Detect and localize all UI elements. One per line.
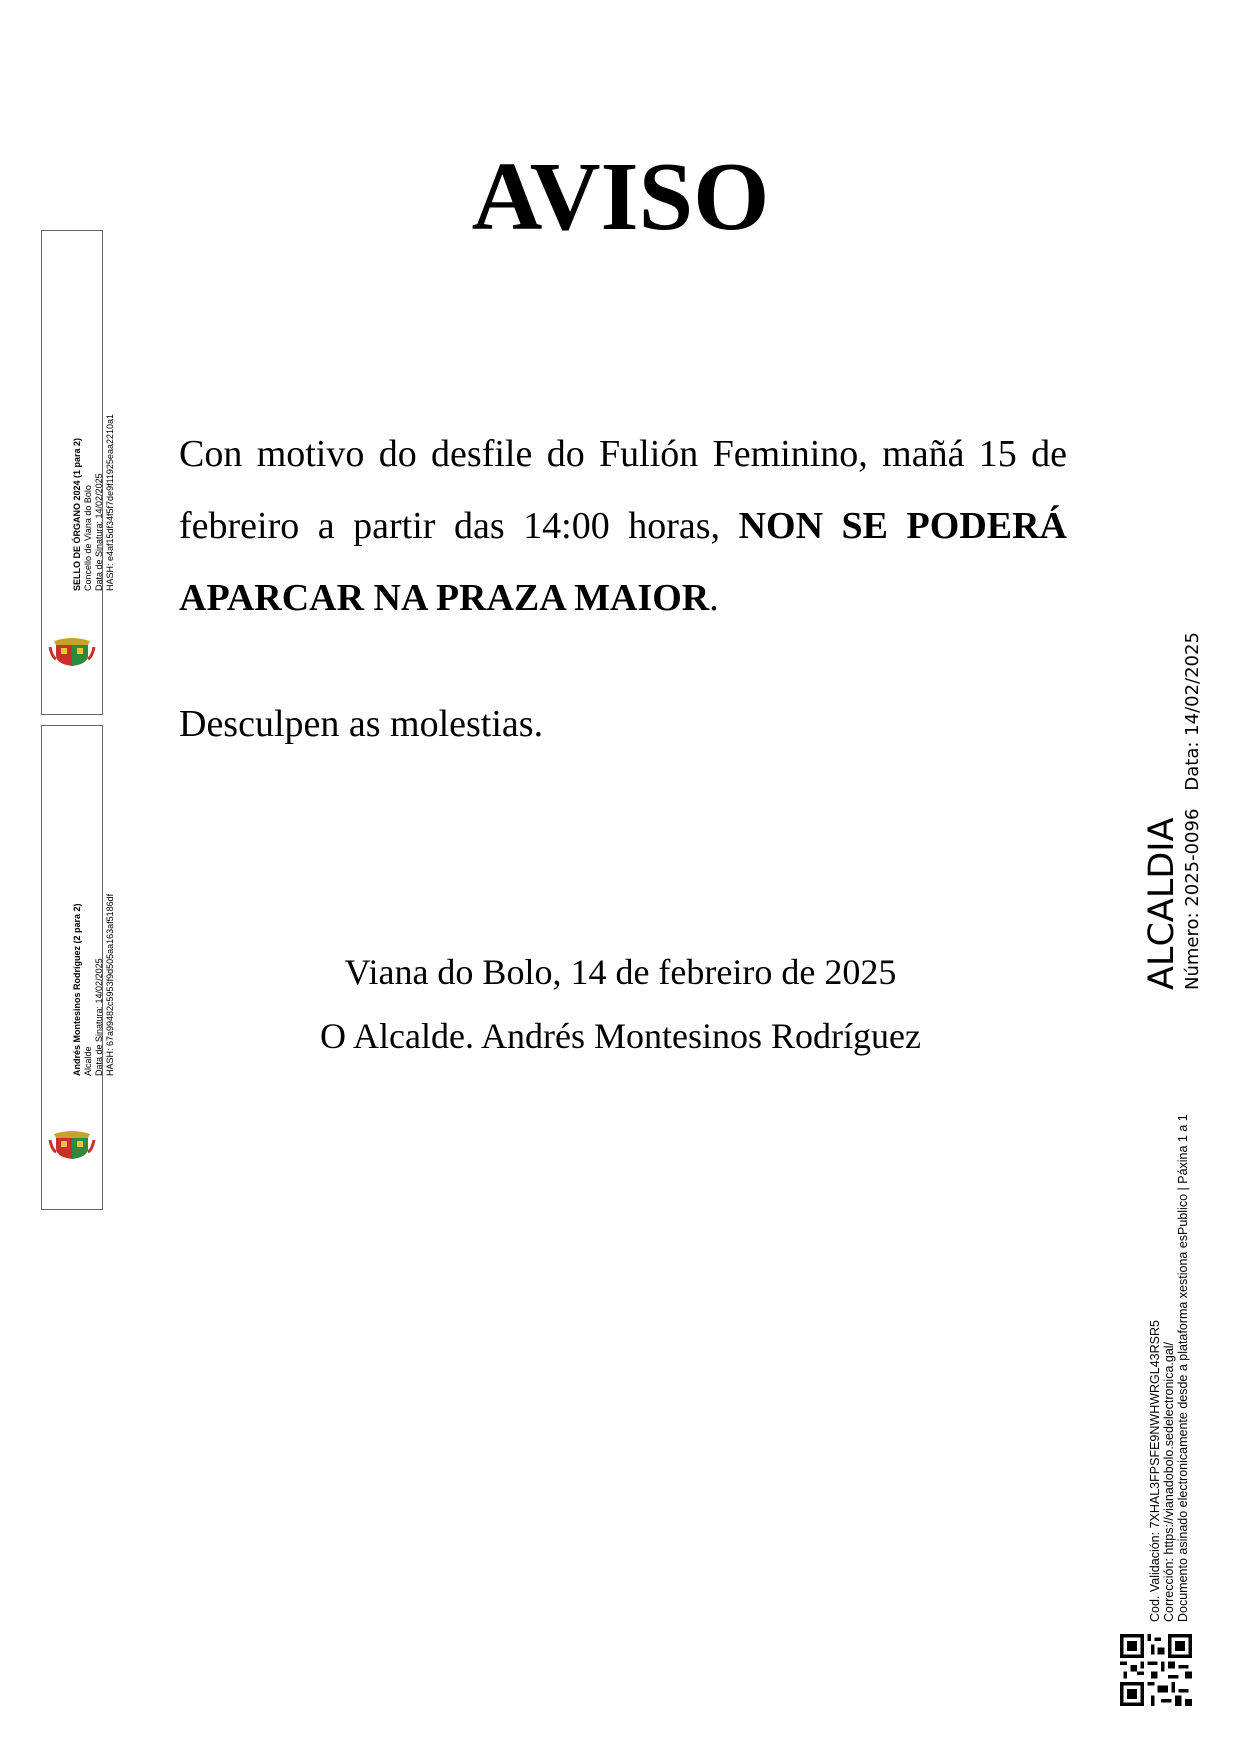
stamp-line: Alcalde [83,1046,93,1076]
signature-stamp-organ [41,230,115,715]
notice-body-lead: Con motivo do desfile do Fulión Feminino, mañá 15 de febreiro a partir das 14:00 horas, [179,433,1067,547]
notice-body-bold: NON SE PODERÁ APARCAR NA PRAZA MAIOR [179,505,1067,619]
validation-url: Corrección: https://vianadobolo.sedelectronica.gal/ [1162,1341,1176,1622]
signature-stamp-mayor [41,725,115,1210]
validation-block [1148,1114,1190,1622]
notice-body-end: . [709,577,719,619]
notice-closing: Desculpen as molestias. [179,703,544,745]
place-date: Viana do Bolo, 14 de febreiro de 2025 [344,952,897,992]
registry-block [1143,614,1205,990]
notice-body [179,418,1067,634]
stamp-text [72,894,175,1076]
registry-details [1181,614,1205,990]
validation-footer: Documento asinado electronicamente desde a plataforma xestiona esPublico | Páxina 1 a 1 [1176,1114,1190,1622]
coat-of-arms-icon [48,1126,96,1160]
registry-number: Número: 2025-0096 [1182,808,1203,990]
signature-block [0,940,1241,1068]
stamp-heading: Andrés Montesinos Rodríguez (2 para 2) [72,903,82,1076]
stamp-heading: SELLO DE ÓRGANO 2024 (1 para 2) [72,437,82,591]
stamp-line: Data de Sinatura: 14/02/2025 [94,958,104,1076]
stamp-line: HASH: e4af15df34f5f7de9f11925eaa2210a1 [105,414,115,591]
stamp-text [72,414,165,591]
qr-code-icon [1120,1634,1192,1706]
stamp-line: Concello de Viana do Bolo [83,485,93,591]
coat-of-arms-icon [48,633,96,667]
registry-date: Data: 14/02/2025 [1182,632,1203,791]
notice-title: AVISO [471,143,770,251]
signatory: O Alcalde. Andrés Montesinos Rodríguez [320,1016,921,1056]
validation-code: Cod. Validación: 7XHAL3FPSFE9NWHWRGL43RSR5 [1148,1320,1162,1622]
registry-department: ALCALDIA [1142,817,1182,990]
stamp-line: HASH: 67a99482c5953f9d505aa163af5186df [105,893,115,1076]
stamp-line: Data de Sinatura: 14/02/2025 [94,473,104,591]
